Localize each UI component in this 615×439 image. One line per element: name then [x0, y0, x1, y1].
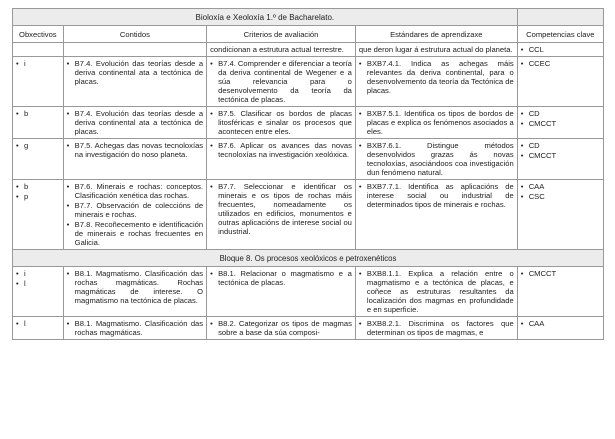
cell-objectives — [13, 267, 64, 317]
cell-competences — [517, 267, 603, 317]
cell-criteria — [207, 267, 356, 317]
contents-item: • B7.5. Achegas das novas tecnoloxías na investigación do noso planeta. — [67, 141, 203, 159]
objectives-list — [16, 319, 60, 328]
standards-item: • BXB7.6.1. Distingue métodos desenvolvidos grazas ás novas tecnoloxías, asociándoos coa investigación dun fenómeno natural. — [359, 141, 514, 177]
cell-objectives — [13, 57, 64, 107]
competences-item: • CCEC — [521, 59, 600, 68]
contents-item: • B8.1. Magmatismo. Clasificación das rochas magmáticas. Rochas magmáticas de interese. O magmatismo na tectónica de placas. — [67, 269, 203, 305]
curriculum-table — [12, 8, 604, 340]
cell-standards — [355, 139, 517, 180]
competences-list — [521, 182, 600, 201]
contents-item: • B7.8. Recoñecemento e identificación de minerais e rochas frecuentes en Galicia. — [67, 220, 203, 247]
competences-item: • CMCCT — [521, 119, 600, 128]
header-contents: Contidos — [63, 26, 206, 43]
competences-list — [521, 319, 600, 328]
standards-list — [359, 319, 514, 337]
table-row — [13, 267, 604, 317]
competences-list — [521, 109, 600, 128]
cell-competences — [517, 317, 603, 340]
table-row — [13, 43, 604, 57]
block8-section — [13, 250, 604, 267]
table-row — [13, 57, 604, 107]
criteria-item: condicionan a estrutura actual terrestre. — [210, 45, 344, 54]
cell-objectives — [13, 43, 64, 57]
competences-item: • CAA — [521, 319, 600, 328]
cell-competences — [517, 139, 603, 180]
criteria-list — [210, 269, 352, 287]
cell-contents — [63, 107, 206, 139]
cell-criteria — [207, 107, 356, 139]
standards-list — [359, 182, 514, 209]
table-row — [13, 139, 604, 180]
contents-list — [67, 59, 203, 86]
criteria-list — [210, 141, 352, 159]
competences-item: • CSC — [521, 192, 600, 201]
cell-objectives — [13, 139, 64, 180]
contents-item: • B7.4. Evolución das teorías desde a deriva continental ata a tectónica de placas. — [67, 59, 203, 86]
contents-item: • B8.1. Magmatismo. Clasificación das rochas magmáticas. — [67, 319, 203, 337]
cell-criteria — [207, 57, 356, 107]
block8-rows — [13, 267, 604, 340]
cell-standards — [355, 107, 517, 139]
standards-item: • BXB8.2.1. Discrimina os factores que determinan os tipos de magmas, e — [359, 319, 514, 337]
cell-competences — [517, 180, 603, 250]
contents-item: • B7.6. Minerais e rochas: conceptos. Clasificación xenética das rochas. — [67, 182, 203, 200]
section-title: Bloque 8. Os procesos xeolóxicos e petroxenéticos — [13, 250, 604, 267]
cell-contents — [63, 180, 206, 250]
contents-list — [67, 141, 203, 159]
table-row — [13, 317, 604, 340]
competences-list — [521, 141, 600, 160]
cell-standards — [355, 267, 517, 317]
contents-item: • B7.4. Evolución das teorías desde a deriva continental ata a tectónica de placas. — [67, 109, 203, 136]
objectives-item: • p — [16, 192, 60, 201]
objectives-list — [16, 269, 60, 288]
contents-list — [67, 319, 203, 337]
competences-item: • CAA — [521, 182, 600, 191]
objectives-list — [16, 141, 60, 150]
contents-list — [67, 182, 203, 247]
contents-list — [67, 109, 203, 136]
cell-standards — [355, 57, 517, 107]
cell-standards — [355, 180, 517, 250]
objectives-item: • l — [16, 279, 60, 288]
cell-objectives — [13, 180, 64, 250]
standards-item: • BXB7.4.1. Indica as achegas máis relevantes da deriva continental, para o desenvolvemento da teoría da Tectónica de placas. — [359, 59, 514, 95]
cell-criteria — [207, 180, 356, 250]
objectives-list — [16, 109, 60, 118]
cell-competences — [517, 57, 603, 107]
criteria-list — [210, 45, 352, 54]
table-title-empty-cell — [517, 9, 603, 26]
criteria-list — [210, 182, 352, 236]
standards-item: • BXB8.1.1. Explica a relación entre o magmatismo e a tectónica de placas, e coñece as estruturas resultantes da localización dos magmas en profundidade e en superficie. — [359, 269, 514, 314]
objectives-item: • b — [16, 182, 60, 191]
cell-criteria — [207, 43, 356, 57]
criteria-item: • B8.1. Relacionar o magmatismo e a tectónica de placas. — [210, 269, 352, 287]
objectives-item: • g — [16, 141, 60, 150]
standards-item: • BXB7.7.1. Identifica as aplicacións de interese social ou industrial de determinados tipos de minerais e rochas. — [359, 182, 514, 209]
header-competences: Competencias clave — [517, 26, 603, 43]
cell-competences — [517, 43, 603, 57]
standards-item: que deron lugar á estrutura actual do planeta. — [358, 45, 513, 54]
block7-rows — [13, 43, 604, 250]
competences-item: • CD — [521, 109, 600, 118]
cell-objectives — [13, 317, 64, 340]
competences-list — [521, 59, 600, 68]
criteria-item: • B7.4. Comprender e diferenciar a teoría da deriva continental de Wegener e a súa relevancia para o desenvolvemento da teoría da tectónica de placas. — [210, 59, 352, 104]
contents-item: • B7.7. Observación de coleccións de minerais e rochas. — [67, 201, 203, 219]
criteria-list — [210, 109, 352, 136]
cell-standards — [355, 317, 517, 340]
objectives-item: • i — [16, 59, 60, 68]
competences-list — [521, 45, 600, 54]
table-row — [13, 180, 604, 250]
cell-competences — [517, 107, 603, 139]
competences-item: • CCL — [521, 45, 600, 54]
criteria-list — [210, 319, 352, 337]
competences-list — [521, 269, 600, 278]
competences-item: • CMCCT — [521, 151, 600, 160]
objectives-list — [16, 59, 60, 68]
criteria-list — [210, 59, 352, 104]
objectives-item: • b — [16, 109, 60, 118]
header-standards: Estándares de aprendizaxe — [355, 26, 517, 43]
criteria-item: • B7.6. Aplicar os avances das novas tecnoloxías na investigación xeolóxica. — [210, 141, 352, 159]
cell-criteria — [207, 317, 356, 340]
standards-list — [359, 109, 514, 136]
cell-contents — [63, 57, 206, 107]
header-criteria: Criterios de avaliación — [207, 26, 356, 43]
table-row — [13, 107, 604, 139]
header-objectives: Obxectivos — [13, 26, 64, 43]
contents-list — [67, 269, 203, 305]
standards-list — [359, 269, 514, 314]
standards-list — [359, 45, 514, 54]
standards-list — [359, 141, 514, 177]
curriculum-document — [12, 8, 604, 340]
criteria-item: • B7.7. Seleccionar e identificar os minerais e os tipos de rochas máis frecuentes, nomeadamente os utilizados en edificios, monumentos e outras aplicacións de interese social ou industrial. — [210, 182, 352, 236]
objectives-item: • l — [16, 319, 60, 328]
objectives-list — [16, 182, 60, 201]
competences-item: • CD — [521, 141, 600, 150]
cell-criteria — [207, 139, 356, 180]
standards-item: • BXB7.5.1. Identifica os tipos de bordos de placas e explica os fenómenos asociados a eles. — [359, 109, 514, 136]
cell-contents — [63, 139, 206, 180]
cell-contents — [63, 267, 206, 317]
criteria-item: • B8.2. Categorizar os tipos de magmas sobre a base da súa composi- — [210, 319, 352, 337]
cell-objectives — [13, 107, 64, 139]
cell-contents — [63, 317, 206, 340]
objectives-item: • i — [16, 269, 60, 278]
cell-contents — [63, 43, 206, 57]
standards-list — [359, 59, 514, 95]
cell-standards — [355, 43, 517, 57]
criteria-item: • B7.5. Clasificar os bordos de placas litosféricas e sinalar os procesos que acontecen entre eles. — [210, 109, 352, 136]
competences-item: • CMCCT — [521, 269, 600, 278]
table-title: Bioloxía e Xeoloxía 1.º de Bacharelato. — [13, 9, 518, 26]
